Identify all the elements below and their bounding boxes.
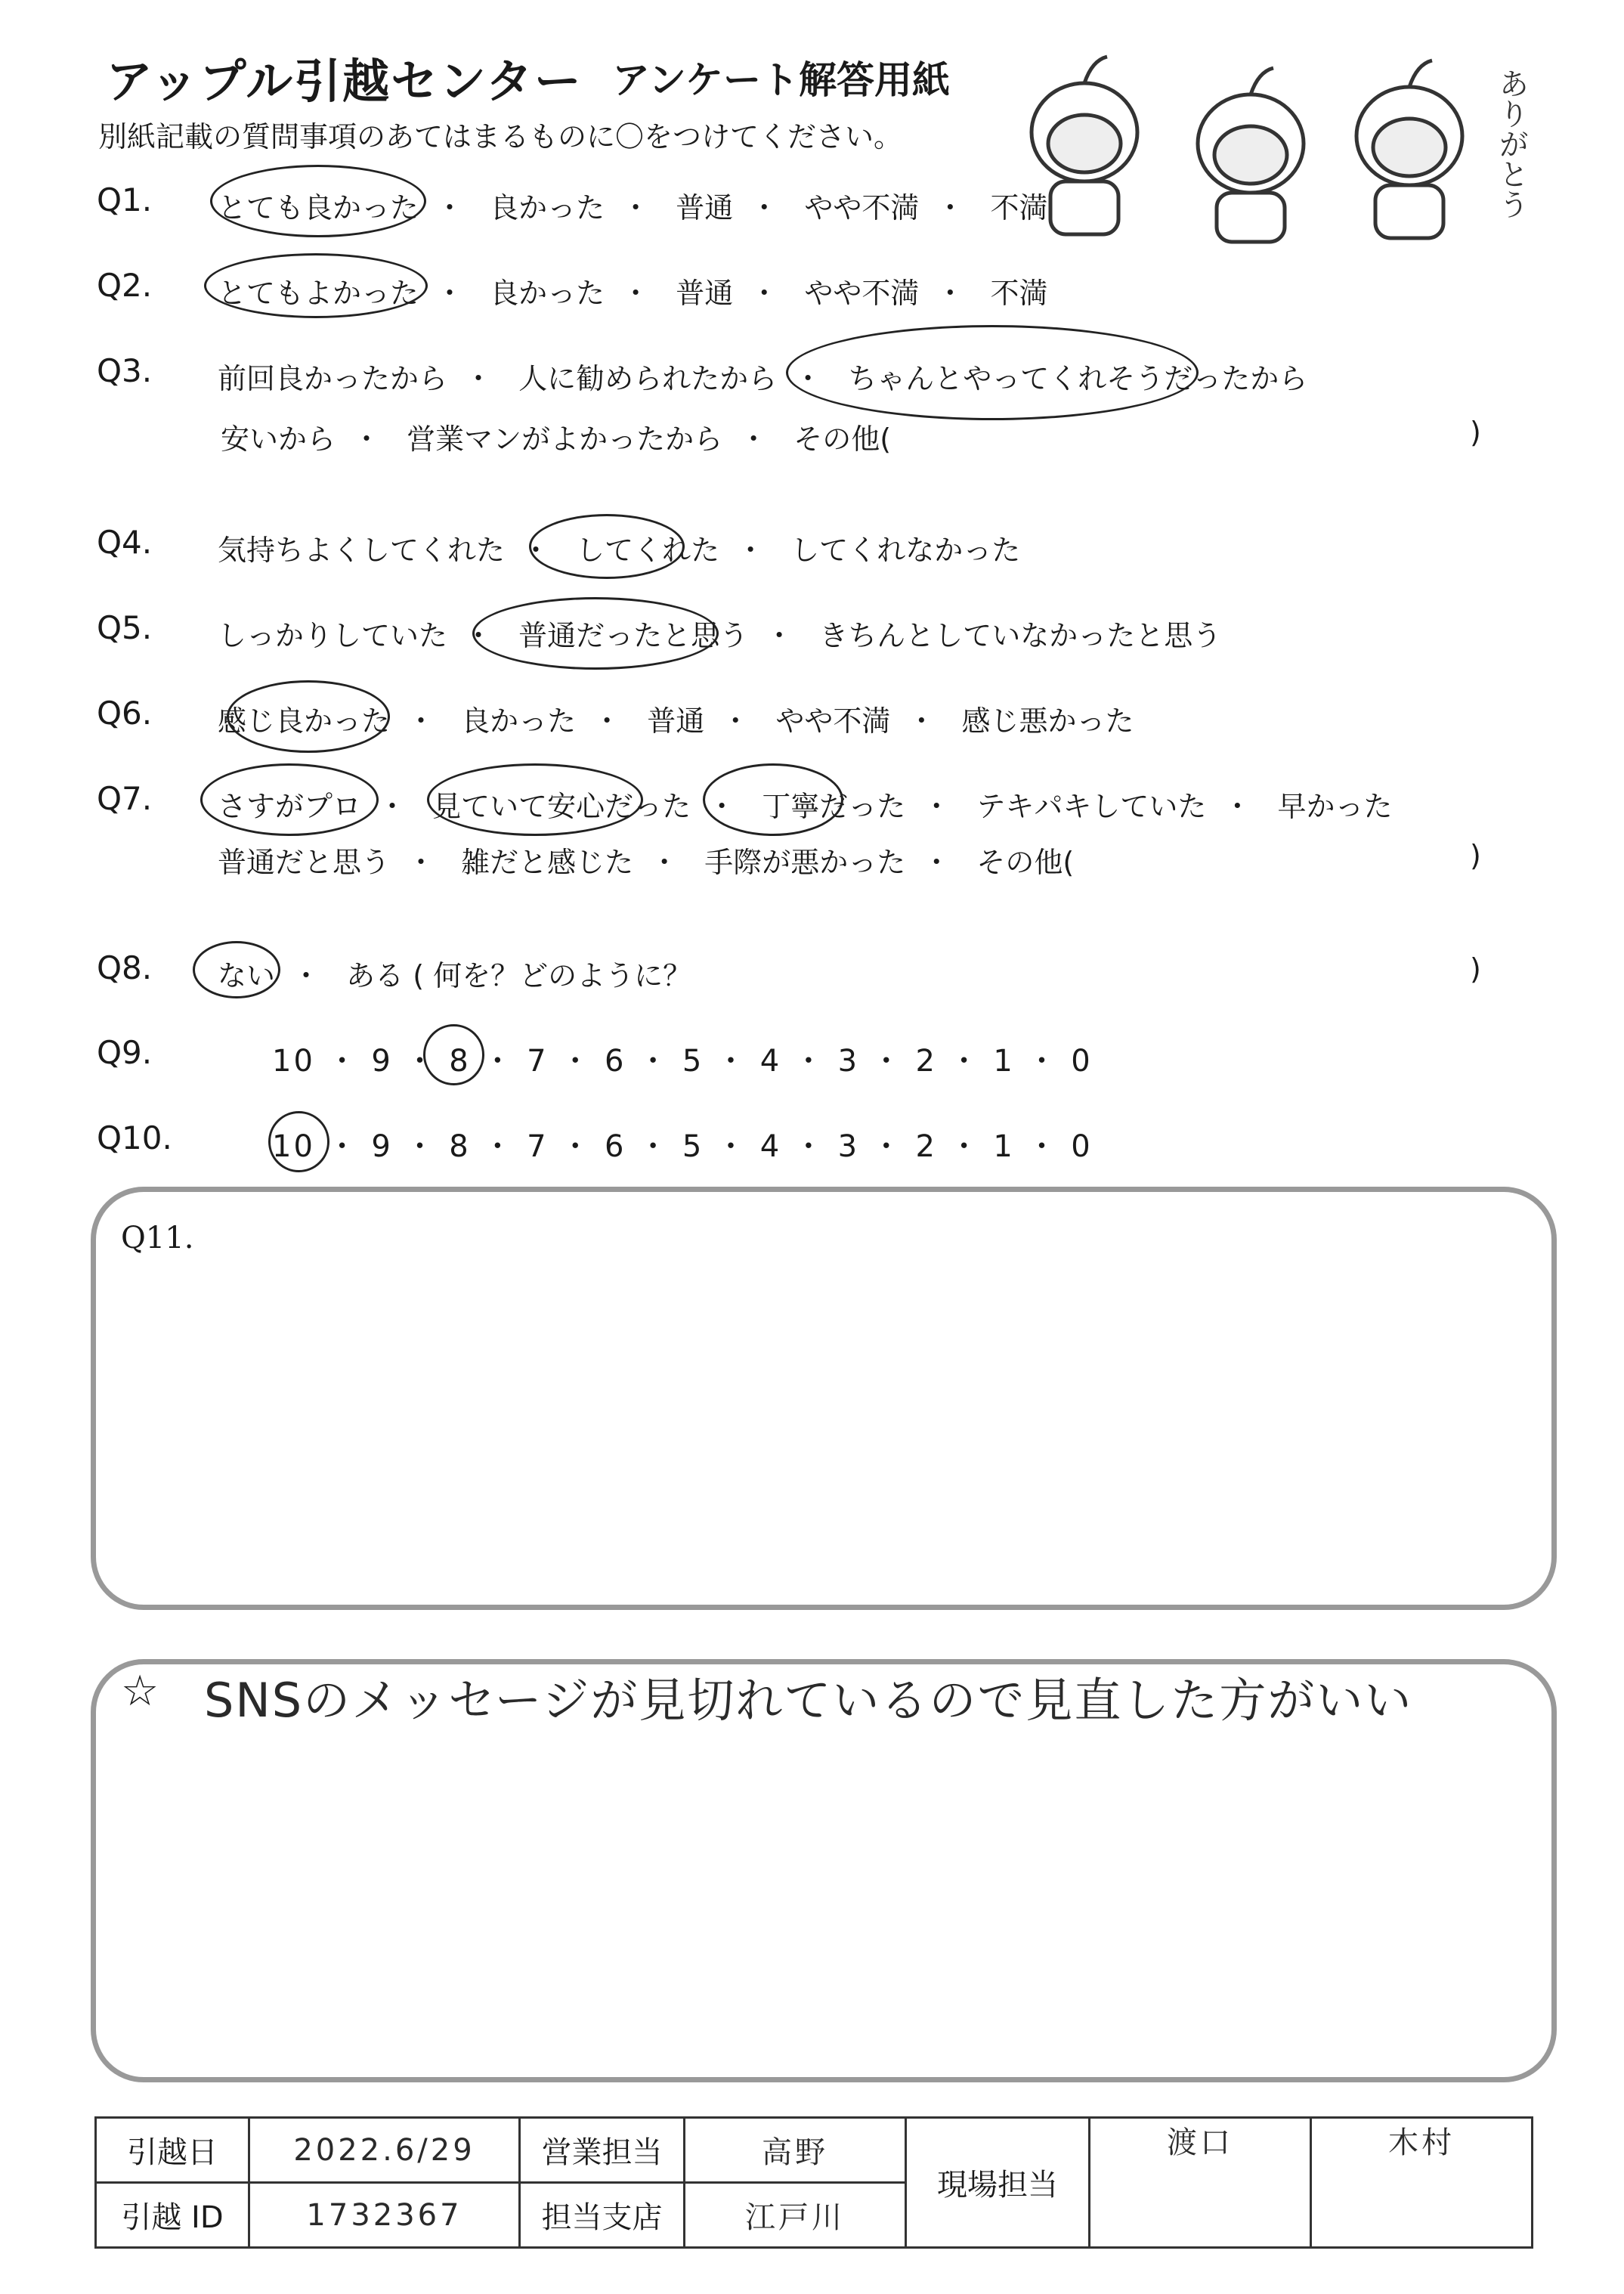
mascot-thanks-text: ありがとう — [1494, 68, 1529, 219]
q7-answer-circle — [427, 763, 643, 836]
branch-label: 担当支店 — [520, 2183, 685, 2248]
q8-option[interactable]: ある ( 何を？どのように？ — [346, 959, 692, 992]
q3-option[interactable]: 前回良かったから — [218, 362, 448, 395]
monkey-mascots-illustration — [1013, 45, 1542, 249]
site-staff-label: 現場担当 — [906, 2118, 1090, 2248]
q5-option[interactable]: しっかりしていた — [218, 619, 448, 652]
q1-option[interactable]: やや不満 — [804, 191, 920, 224]
star-icon: ☆ — [121, 1667, 159, 1716]
q4-label: Q4. — [97, 524, 153, 561]
q5-option[interactable]: 普通だったと思う — [518, 619, 749, 652]
q1-option[interactable]: 不満 — [990, 191, 1048, 224]
q8-close-paren: ) — [1470, 952, 1481, 986]
q2-option[interactable]: とてもよかった — [218, 277, 419, 310]
q9-label: Q9. — [97, 1034, 153, 1071]
q7-answer-circle — [200, 763, 379, 836]
q1-options: とても良かった ・ 良かった ・ 普通 ・ やや不満 ・ 不満 — [218, 191, 1048, 224]
move-id-label: 引越 ID — [96, 2183, 249, 2248]
q1-label: Q1. — [97, 181, 153, 218]
q6-options: 感じ良かった ・ 良かった ・ 普通 ・ やや不満 ・ 感じ悪かった — [218, 704, 1134, 738]
q9-scale[interactable]: 10 ・ 9 ・ 8 ・ 7 ・ 6 ・ 5 ・ 4 ・ 3 ・ 2 ・ 1 ・ 0 — [272, 1044, 1093, 1079]
site-staff-1[interactable]: 渡口 — [1090, 2118, 1311, 2248]
q10-label: Q10. — [97, 1119, 172, 1156]
move-date-label: 引越日 — [96, 2118, 249, 2183]
q7-close-paren: ) — [1470, 839, 1481, 872]
monkey-icon — [1198, 68, 1304, 242]
q7-option[interactable]: 早かった — [1277, 790, 1393, 823]
q3-option[interactable]: その他( — [793, 423, 892, 456]
branch-value[interactable]: 江戸川 — [685, 2183, 906, 2248]
q6-label: Q6. — [97, 695, 153, 732]
handwritten-comment: SNSのメッセージが見切れているので見直した方がいい — [204, 1673, 1413, 1728]
move-id-value[interactable]: 1732367 — [249, 2183, 520, 2248]
q6-option[interactable]: 良かった — [461, 704, 577, 738]
survey-title: アップル引越センター — [106, 54, 583, 109]
q7-option[interactable]: テキパキしていた — [976, 790, 1207, 823]
q7-option[interactable]: 雑だと感じた — [461, 846, 634, 879]
q4-options: 気持ちよくしてくれた ・ してくれた ・ してくれなかった — [218, 534, 1021, 567]
q7-option[interactable]: 丁寧だった — [762, 790, 906, 823]
move-date-value[interactable]: 2022.6/29 — [249, 2118, 520, 2183]
survey-subtitle: アンケート解答用紙 — [612, 58, 950, 102]
q6-answer-circle — [227, 680, 390, 753]
q2-answer-circle — [204, 253, 428, 318]
q7-label: Q7. — [97, 780, 153, 817]
q6-option[interactable]: 普通 — [647, 704, 705, 738]
q4-answer-circle — [529, 514, 685, 579]
q8-options: ない ・ ある ( 何を？どのように？ — [218, 959, 692, 992]
q5-options: しっかりしていた ・ 普通だったと思う ・ きちんとしていなかったと思う — [218, 619, 1222, 652]
q5-answer-circle — [472, 597, 719, 670]
q3-options-line2: 安いから ・ 営業マンがよかったから ・ その他( — [221, 423, 892, 456]
q1-option[interactable]: 良かった — [490, 191, 605, 224]
site-staff-2[interactable]: 木村 — [1311, 2118, 1533, 2248]
q3-option[interactable]: 営業マンがよかったから — [407, 423, 723, 456]
q7-option[interactable]: 手際が悪かった — [704, 846, 906, 879]
footer-info-table — [94, 2116, 1533, 2249]
sales-staff-value[interactable]: 高野 — [685, 2118, 906, 2183]
q10-scale[interactable]: 10 ・ 9 ・ 8 ・ 7 ・ 6 ・ 5 ・ 4 ・ 3 ・ 2 ・ 1 ・ 0 — [272, 1129, 1093, 1164]
q2-options: とてもよかった ・ 良かった ・ 普通 ・ やや不満 ・ 不満 — [218, 277, 1048, 310]
instruction-text: 別紙記載の質問事項のあてはまるものに〇をつけてください。 — [98, 120, 903, 153]
q4-option[interactable]: してくれた — [576, 534, 720, 567]
q7-option[interactable]: その他( — [976, 846, 1075, 879]
q11-label: Q11. — [121, 1221, 194, 1255]
q2-label: Q2. — [97, 267, 153, 304]
q7-answer-circle — [703, 763, 843, 836]
q3-label: Q3. — [97, 352, 153, 389]
q4-option[interactable]: してくれなかった — [790, 534, 1021, 567]
q7-options-line1: さすがプロ ・ 見ていて安心だった ・ 丁寧だった ・ テキパキしていた ・ 早かった — [218, 790, 1393, 823]
q8-option[interactable]: ない — [218, 959, 276, 992]
monkey-icon — [1356, 60, 1462, 238]
q7-option[interactable]: 見ていて安心だった — [432, 790, 691, 823]
q3-close-paren: ) — [1470, 416, 1481, 449]
q2-option[interactable]: 良かった — [490, 277, 605, 310]
q6-option[interactable]: 感じ良かった — [218, 704, 391, 738]
q2-option[interactable]: 普通 — [676, 277, 734, 310]
q1-option[interactable]: とても良かった — [218, 191, 419, 224]
q5-label: Q5. — [97, 609, 153, 646]
q9-answer-circle — [423, 1024, 484, 1085]
q10-answer-circle — [268, 1111, 329, 1172]
q3-options-line1: 前回良かったから ・ 人に勧められたから ・ ちゃんとやってくれそうだったから — [218, 362, 1308, 395]
q1-option[interactable]: 普通 — [676, 191, 734, 224]
q11-answer-box[interactable] — [91, 1187, 1557, 1610]
q7-option[interactable]: さすがプロ — [218, 790, 362, 823]
q7-options-line2: 普通だと思う ・ 雑だと感じた ・ 手際が悪かった ・ その他( — [218, 846, 1075, 879]
q1-answer-circle — [210, 165, 426, 237]
q5-option[interactable]: きちんとしていなかったと思う — [819, 619, 1222, 652]
q3-option[interactable]: 人に勧められたから — [518, 362, 778, 395]
q8-label: Q8. — [97, 949, 153, 986]
sales-staff-label: 営業担当 — [520, 2118, 685, 2183]
q2-option[interactable]: やや不満 — [804, 277, 920, 310]
q3-answer-circle — [786, 325, 1199, 420]
q6-option[interactable]: 感じ悪かった — [961, 704, 1134, 738]
q3-option[interactable]: ちゃんとやってくれそうだったから — [848, 362, 1308, 395]
q2-option[interactable]: 不満 — [990, 277, 1048, 310]
q7-option[interactable]: 普通だと思う — [218, 846, 391, 879]
q4-option[interactable]: 気持ちよくしてくれた — [218, 534, 506, 567]
q6-option[interactable]: やや不満 — [775, 704, 891, 738]
q8-answer-circle — [193, 941, 280, 998]
q3-option[interactable]: 安いから — [221, 423, 336, 456]
